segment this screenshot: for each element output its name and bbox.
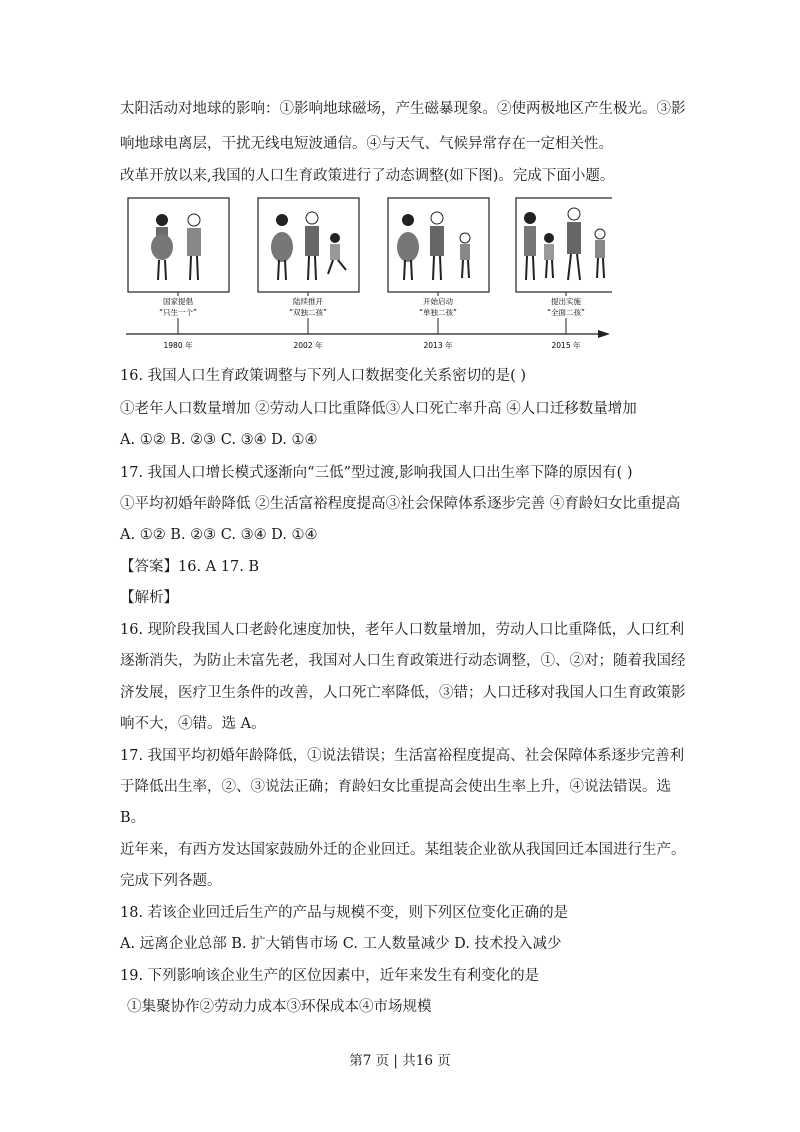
panel-2013-year: 2013 年	[423, 341, 453, 350]
analysis-17-line-2: 于降低出生率，②、③说法正确；育龄妇女比重提高会使出生率上升，④说法错误。选	[120, 779, 671, 795]
question-16-statements: ①老年人口数量增加 ②劳动人口比重降低③人口死亡率升高 ④人口迁移数量增加	[120, 401, 637, 417]
panel-2013-caption-1: 开始启动	[423, 297, 453, 306]
material-line-1: 近年来，有西方发达国家鼓励外迁的企业回迁。某组装企业欲从我国回迁本国进行生产。	[120, 842, 686, 858]
panel-2013	[388, 198, 489, 292]
panel-2002-caption-1: 陆续推开	[293, 297, 323, 306]
question-19-statements: ①集聚协作②劳动力成本③环保成本④市场规模	[127, 999, 432, 1015]
panel-2015-caption-1: 提出实施	[551, 297, 581, 306]
panel-2015-caption-2: “全面二孩”	[547, 308, 585, 317]
panel-2015-year: 2015 年	[551, 341, 581, 350]
panel-1980-year: 1980 年	[163, 341, 193, 350]
analysis-heading: 【解析】	[120, 590, 178, 606]
page-footer: 第7 页 | 共16 页	[349, 1053, 451, 1069]
panel-1980-caption-1: 国家提倡	[163, 297, 193, 306]
material-line-2: 完成下列各题。	[120, 873, 222, 889]
answer-line: 【答案】16. A 17. B	[120, 559, 260, 575]
question-18-stem: 18. 若该企业回迁后生产的产品与规模不变，则下列区位变化正确的是	[120, 905, 569, 921]
analysis-16-line-1: 16. 现阶段我国人口老龄化速度加快，老年人口数量增加，劳动人口比重降低，人口红利	[120, 622, 685, 638]
question-17-statements: ①平均初婚年龄降低 ②生活富裕程度提高③社会保障体系逐步完善 ④育龄妇女比重提高	[120, 496, 681, 512]
panel-2002	[258, 198, 359, 292]
analysis-16-line-3: 济发展，医疗卫生条件的改善，人口死亡率降低，③错；人口迁移对我国人口生育政策影	[120, 685, 686, 701]
intro-line-2: 响地球电离层，干扰无线电短波通信。④与天气、气候异常存在一定相关性。	[120, 136, 613, 152]
question-16-options: A. ①② B. ②③ C. ③④ D. ①④	[120, 432, 318, 448]
question-17-options: A. ①② B. ②③ C. ③④ D. ①④	[120, 527, 318, 543]
panel-2015	[516, 198, 612, 292]
panel-1980	[128, 198, 229, 292]
analysis-17-line-1: 17. 我国平均初婚年龄降低，①说法错误；生活富裕程度提高、社会保障体系逐步完善利	[120, 748, 685, 764]
timeline-arrowhead	[598, 330, 610, 338]
analysis-16-line-4: 响不大，④错。选 A。	[120, 716, 266, 732]
question-18-options: A. 远离企业总部 B. 扩大销售市场 C. 工人数量减少 D. 技术投入减少	[120, 936, 562, 952]
panel-2002-caption-2: “双独二孩”	[289, 308, 327, 317]
question-16-stem: 16. 我国人口生育政策调整与下列人口数据变化关系密切的是( )	[120, 368, 527, 384]
analysis-16-line-2: 逐渐消失，为防止未富先老，我国对人口生育政策进行动态调整，①、②对；随着我国经	[120, 653, 686, 669]
panel-2013-caption-2: “单独二孩”	[419, 308, 457, 317]
policy-timeline-figure	[122, 192, 612, 354]
intro-line-1: 太阳活动对地球的影响：①影响地球磁场，产生磁暴现象。②使两极地区产生极光。③影	[120, 101, 686, 117]
intro-line-3: 改革开放以来,我国的人口生育政策进行了动态调整(如下图)。完成下面小题。	[120, 168, 615, 184]
panel-1980-caption-2: “只生一个”	[159, 308, 197, 317]
analysis-17-line-3: B。	[120, 810, 146, 826]
question-19-stem: 19. 下列影响该企业生产的区位因素中，近年来发生有利变化的是	[120, 968, 540, 984]
question-17-stem: 17. 我国人口增长模式逐渐向“三低”型过渡,影响我国人口出生率下降的原因有( )	[120, 465, 633, 481]
panel-2002-year: 2002 年	[293, 341, 323, 350]
